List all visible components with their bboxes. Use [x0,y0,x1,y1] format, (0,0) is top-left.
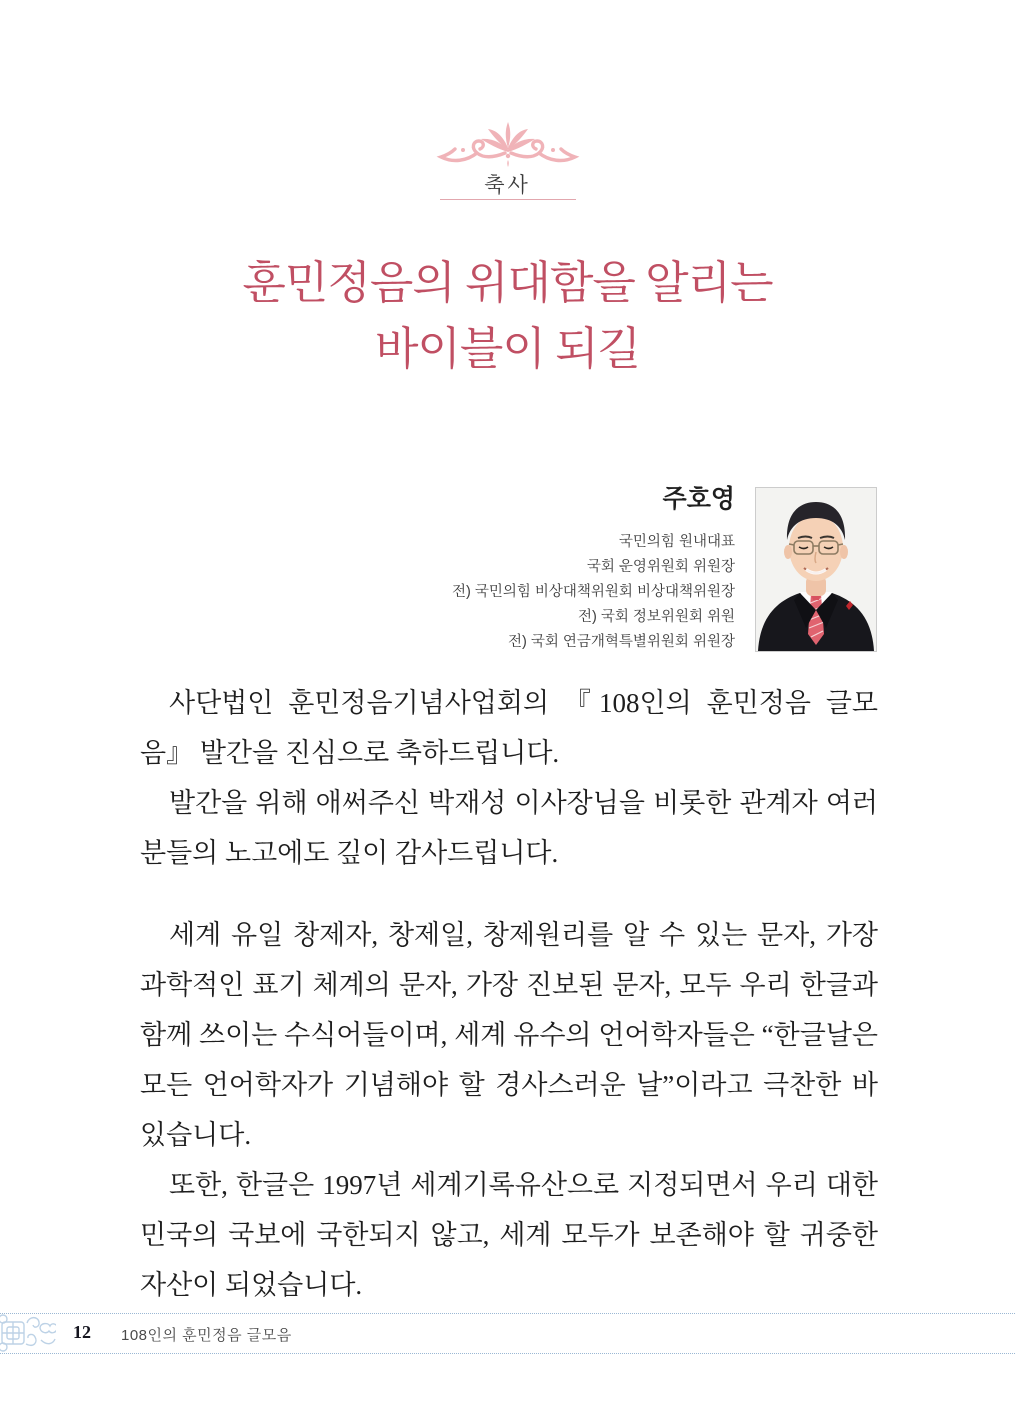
paragraph: 사단법인 훈민정음기념사업회의 『108인의 훈민정음 글모음』 발간을 진심으로 축하드립니다. [140,688,878,768]
author-title: 전) 국회 정보위원회 위원 [578,609,735,625]
footer-traditional-pattern-icon [0,1314,56,1353]
page-footer [0,1313,1015,1354]
paragraph: 세계 유일 창제자, 창제일, 창제원리를 알 수 있는 문자, 가장 과학적인 표기 체계의 문자, 가장 진보된 문자, 모두 우리 한글과 함께 쓰이는 수식어들이며, 세계 유수의 언어학자들은 “한글날은 모든 언어학자가 기념해야 할 경사스러운 날”이라고 극찬한 바 있습니다. [140,920,878,1150]
author-title: 전) 국회 연금개혁특별위원회 위원장 [507,634,735,650]
author-block [452,479,735,655]
section-label: 축사 [484,174,531,197]
page-number: 12 [73,1322,91,1342]
footer-book-title: 108인의 훈민정음 글모음 [121,1327,292,1344]
author-portrait-photo [755,487,877,652]
body-text [140,678,878,1310]
author-name: 주호영 [662,485,735,513]
author-title: 국회 운영위원회 위원장 [586,559,735,575]
page-title-line1: 훈민정음의 위대함을 알리는 [242,258,773,308]
section-divider [440,199,576,200]
paragraph: 발간을 위해 애써주신 박재성 이사장님을 비롯한 관계자 여러분들의 노고에도 깊이 감사드립니다. [140,788,878,868]
page-title-line2: 바이블이 되길 [374,324,641,374]
page-title [0,250,1015,382]
paragraph: 또한, 한글은 1997년 세계기록유산으로 지정되면서 우리 대한민국의 국보에 국한되지 않고, 세계 모두가 보존해야 할 귀중한 자산이 되었습니다. [140,1170,878,1300]
author-title: 국민의힘 원내대표 [618,534,735,550]
flourish-ornament-icon [0,120,1015,168]
author-title: 전) 국민의힘 비상대책위원회 비상대책위원장 [451,584,735,600]
